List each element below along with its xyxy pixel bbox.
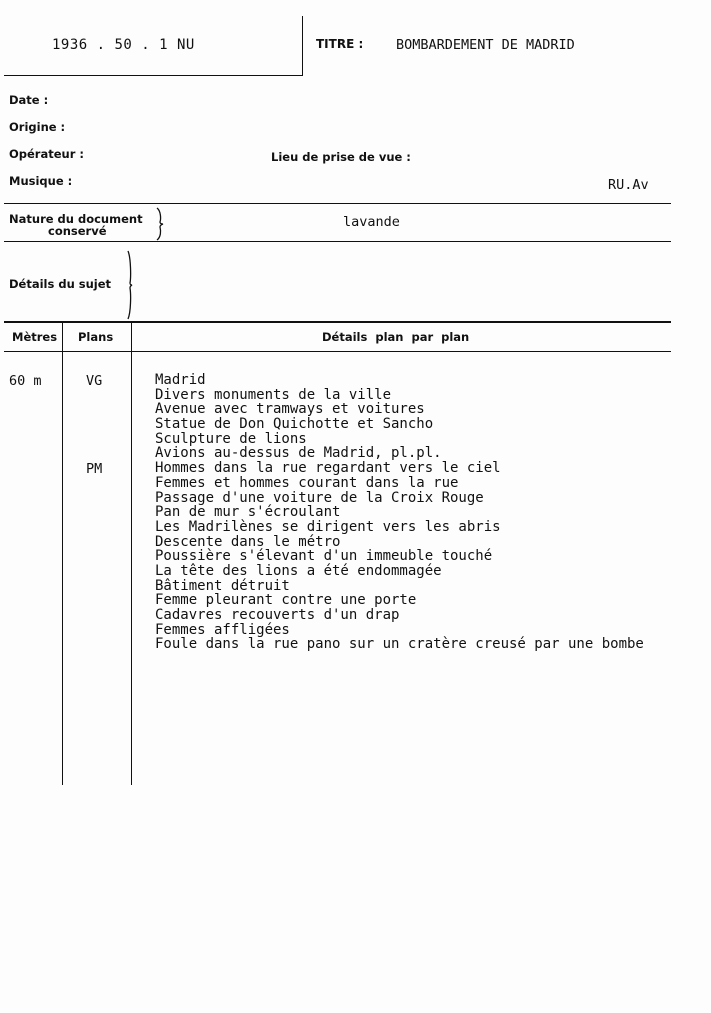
film-code: RU.Av: [608, 177, 649, 193]
details-sujet-brace: [126, 250, 134, 320]
nature-top-rule: [4, 203, 671, 204]
table-header-rule: [4, 351, 671, 352]
detail-line: Pan de mur s'écroulant: [155, 504, 341, 521]
nature-label-line1: Nature du document: [9, 212, 143, 226]
header-box-bottom-border: [4, 75, 303, 76]
detail-line: Statue de Don Quichotte et Sancho: [155, 416, 434, 433]
nature-bottom-rule: [4, 241, 671, 242]
detail-line: Bâtiment détruit: [155, 577, 290, 594]
date-label: Date :: [9, 93, 49, 107]
detail-line: Avions au-dessus de Madrid, pl.pl.: [155, 445, 442, 462]
operateur-label: Opérateur :: [9, 147, 84, 161]
nature-brace: [155, 207, 165, 241]
detail-line: Avenue avec tramways et voitures: [155, 401, 425, 418]
musique-label: Musique :: [9, 174, 73, 188]
details-sujet-label: Détails du sujet: [9, 277, 112, 291]
detail-line: Divers monuments de la ville: [155, 386, 392, 403]
detail-line: Sculpture de lions: [155, 430, 307, 447]
table-col-divider-1: [62, 322, 63, 785]
detail-line: Foule dans la rue pano sur un cratère creusé par une bombe: [155, 636, 644, 653]
detail-line: Cadavres recouverts d'un drap: [155, 607, 400, 623]
plan-code-vg: VG: [86, 373, 103, 389]
detail-line: Les Madrilènes se dirigent vers les abris: [155, 518, 501, 535]
lieu-label: Lieu de prise de vue :: [271, 150, 411, 164]
reference-number: 1936 . 50 . 1 NU: [52, 37, 195, 53]
detail-line: Femmes affligées: [155, 621, 290, 638]
detail-line: Passage d'une voiture de la Croix Rouge: [155, 489, 484, 506]
titre-value: BOMBARDEMENT DE MADRID: [396, 37, 575, 53]
header-box-right-border: [302, 16, 303, 76]
details-header: Détails plan par plan: [322, 330, 470, 344]
nature-value: lavande: [343, 214, 400, 230]
detail-line: Femme pleurant contre une porte: [155, 592, 417, 609]
detail-line: Hommes dans la rue regardant vers le ciel: [155, 460, 501, 477]
nature-label-line2: conservé: [48, 224, 107, 238]
metres-header: Mètres: [12, 330, 58, 344]
table-top-rule: [4, 321, 671, 323]
table-col-divider-2: [131, 322, 132, 785]
details-list: [155, 373, 644, 652]
plans-header: Plans: [78, 330, 114, 344]
detail-line: Femmes et hommes courant dans la rue: [155, 474, 459, 491]
detail-line: Descente dans le métro: [155, 533, 341, 550]
plan-code-pm: PM: [86, 461, 103, 477]
detail-line: Poussière s'élevant d'un immeuble touché: [155, 548, 493, 565]
metres-value: 60 m: [9, 373, 42, 389]
detail-line: La tête des lions a été endommagée: [155, 562, 442, 579]
detail-line: Madrid: [155, 372, 206, 388]
titre-label: TITRE :: [316, 37, 364, 51]
origine-label: Origine :: [9, 120, 66, 134]
